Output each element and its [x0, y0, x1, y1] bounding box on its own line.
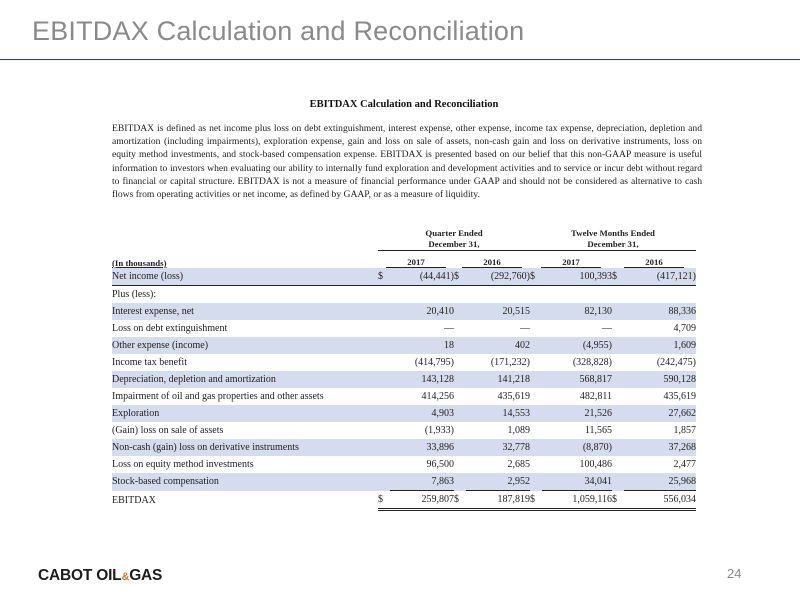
- row-label: Stock-based compensation: [112, 473, 378, 491]
- row-label: Impairment of oil and gas properties and other assets: [112, 391, 324, 402]
- cell-value: 402: [466, 337, 530, 354]
- cell-value: (242,475): [656, 357, 696, 368]
- row-label: Interest expense, net: [112, 303, 378, 320]
- cell-value: 482,811: [579, 391, 612, 402]
- table-row: [112, 303, 696, 320]
- table-row: [112, 268, 696, 286]
- cell-value: 7,863: [390, 473, 454, 491]
- year-header: 2017: [386, 257, 446, 268]
- cell-value: 11,565: [584, 425, 612, 436]
- cell-value: 2,952: [466, 473, 530, 491]
- cell-value: 143,128: [390, 371, 454, 388]
- table-row: [112, 320, 696, 337]
- currency-symbol: $: [378, 491, 390, 510]
- currency-symbol: $: [454, 268, 466, 286]
- currency-symbol: $: [530, 491, 542, 510]
- in-thousands-label: (In thousands): [112, 258, 167, 268]
- cell-value: 435,619: [497, 391, 530, 402]
- cell-value: 1,609: [624, 337, 696, 354]
- quarter-ended-header: [378, 228, 530, 251]
- table-row: [112, 337, 696, 354]
- slide-title: EBITDAX Calculation and Reconciliation: [32, 16, 525, 46]
- cell-value: 435,619: [663, 391, 696, 402]
- year-header: 2017: [541, 257, 601, 268]
- cell-value: (8,870): [542, 439, 612, 456]
- cell-value: (4,955): [542, 337, 612, 354]
- cell-value: (44,441): [390, 268, 454, 286]
- document-title: EBITDAX Calculation and Reconciliation: [309, 99, 499, 110]
- cell-value: 32,778: [466, 439, 530, 456]
- row-label: Depreciation, depletion and amortization: [112, 371, 378, 388]
- twelve-months-date: December 31,: [530, 239, 696, 251]
- cell-value: 590,128: [624, 371, 696, 388]
- cell-value: (292,760): [466, 268, 530, 286]
- row-label: (Gain) loss on sale of assets: [112, 425, 224, 436]
- row-label: EBITDAX: [112, 494, 156, 506]
- cell-value: —: [444, 323, 454, 334]
- cell-value: 414,256: [421, 391, 454, 402]
- table-row: [112, 388, 696, 405]
- cell-value: (414,795): [414, 357, 454, 368]
- cell-value: (171,232): [490, 357, 530, 368]
- cell-value: 259,807: [390, 491, 454, 510]
- cell-value: 568,817: [542, 371, 612, 388]
- ebitdax-table: [112, 228, 696, 511]
- table-total-row: [112, 491, 696, 510]
- row-label: Income tax benefit: [112, 357, 187, 368]
- row-label: Loss on debt extinguishment: [112, 323, 228, 334]
- row-label: Net income (loss): [112, 268, 378, 286]
- cell-value: (328,828): [572, 357, 612, 368]
- cell-value: (417,121): [624, 268, 696, 286]
- cell-value: 21,526: [542, 405, 612, 422]
- cell-value: 96,500: [426, 459, 454, 470]
- cell-value: 100,486: [579, 459, 612, 470]
- cell-value: 2,685: [507, 459, 530, 470]
- cell-value: 18: [390, 337, 454, 354]
- row-label: Non-cash (gain) loss on derivative instruments: [112, 439, 378, 456]
- currency-symbol: $: [378, 268, 390, 286]
- title-divider: [0, 59, 800, 60]
- cell-value: 37,268: [624, 439, 696, 456]
- cell-value: 34,041: [542, 473, 612, 491]
- cell-value: 82,130: [542, 303, 612, 320]
- row-label: Plus (less):: [112, 289, 157, 300]
- cell-value: (1,933): [424, 425, 454, 436]
- table-row: [112, 371, 696, 388]
- cell-value: 556,034: [624, 491, 696, 510]
- cell-value: 100,393: [542, 268, 612, 286]
- table-row: [112, 286, 696, 304]
- year-header: 2016: [624, 257, 684, 268]
- cell-value: 20,515: [466, 303, 530, 320]
- cell-value: 141,218: [466, 371, 530, 388]
- cell-value: 4,903: [390, 405, 454, 422]
- document-paragraph: EBITDAX is defined as net income plus loss on debt extinguishment, interest expense, other expense, income tax expense, depreciation, depletion and amortization (including impairments), exploration expense, gain and loss on sale of assets, non-cash gain and loss on derivative instruments, loss on equity method investments, and stock-based compensation expense. EBITDAX is presented based on our belief that this non-GAAP measure is useful information to investors when evaluating our ability to internally fund exploration and development activities and to service or incur debt without regard to financial or capital structure. EBITDAX is not a measure of financial performance under GAAP and should not be considered as alternative to cash flows from operating activities or net income, as defined by GAAP, or as a measure of liquidity.: [112, 123, 702, 201]
- cell-value: 25,968: [624, 473, 696, 491]
- quarter-ended-date: December 31,: [378, 239, 530, 251]
- cell-value: 33,896: [390, 439, 454, 456]
- currency-symbol: $: [530, 268, 542, 286]
- cell-value: 88,336: [624, 303, 696, 320]
- twelve-months-header: [530, 228, 696, 251]
- table-row: [112, 405, 696, 422]
- cell-value: 2,477: [673, 459, 696, 470]
- quarter-ended-label: Quarter Ended: [425, 228, 483, 238]
- table-group-header-row: [112, 228, 696, 251]
- currency-symbol: $: [454, 491, 466, 510]
- table-row: [112, 354, 696, 371]
- row-label: Exploration: [112, 405, 378, 422]
- page-number: 24: [727, 566, 742, 581]
- table-year-header-row: [112, 251, 696, 268]
- cell-value: 187,819: [466, 491, 530, 510]
- company-logo: [38, 567, 162, 585]
- row-label: Other expense (income): [112, 337, 378, 354]
- cell-value: 4,709: [673, 323, 696, 334]
- logo-ampersand: &: [121, 571, 130, 583]
- table-row: [112, 473, 696, 491]
- year-header: 2016: [462, 257, 522, 268]
- cell-value: —: [520, 323, 530, 334]
- logo-text: GAS: [129, 567, 163, 584]
- table-row: [112, 439, 696, 456]
- cell-value: 1,089: [507, 425, 530, 436]
- cell-value: 14,553: [466, 405, 530, 422]
- row-label: Loss on equity method investments: [112, 459, 254, 470]
- cell-value: 1,059,116: [542, 491, 612, 510]
- currency-symbol: $: [612, 268, 624, 286]
- cell-value: 20,410: [390, 303, 454, 320]
- twelve-months-label: Twelve Months Ended: [571, 228, 655, 238]
- cell-value: —: [602, 323, 612, 334]
- table-row: [112, 456, 696, 473]
- cell-value: 1,857: [673, 425, 696, 436]
- logo-text: CABOT OIL: [38, 567, 122, 584]
- table-row: [112, 422, 696, 439]
- cell-value: 27,662: [624, 405, 696, 422]
- currency-symbol: $: [612, 491, 624, 510]
